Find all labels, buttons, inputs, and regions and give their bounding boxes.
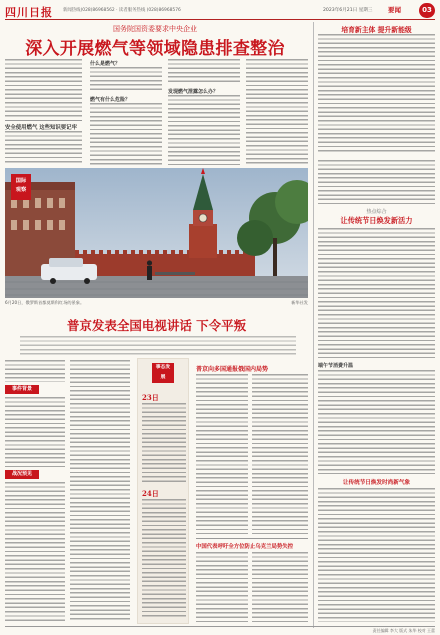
bottom-col1-text [5,360,65,382]
label-background: 事件背景 [5,385,39,394]
paper-logo: 四川日报 [5,6,53,19]
top-col2-text [90,67,162,93]
sidebar-divider [5,120,82,121]
mid-story-text-a [196,374,248,534]
bottom-headline: 普京发表全国电视讲话 下令平叛 [66,318,247,333]
right-text-4 [318,370,435,474]
mid-story2-text-a [196,552,248,622]
bottom-col1-text2 [5,397,65,467]
top-col1-text [5,59,82,119]
photo-tag-line2: 观察 [15,187,27,193]
section-name: 要闻 [388,6,401,14]
top-col1-text2 [5,131,82,165]
photo-caption: 6月20日，俄罗斯首都莫斯科红场的景象。 [5,300,85,305]
right-text-2 [318,160,435,204]
mid-story-headline-2: 中国代表呼吁全方位防止乌克兰局势失控 [196,544,294,550]
top-col3-text2 [168,95,240,165]
timeline-date-1: 23日 [142,393,159,402]
mid-story-divider [196,538,308,539]
label-outlook: 战况预见 [5,470,39,479]
header-date: 2023年6月21日 星期三 [323,8,373,13]
timeline-text-2 [142,499,186,619]
timeline-date-2: 24日 [142,489,159,498]
timeline-text-1 [142,403,186,483]
timeline-sidebar [137,358,189,624]
bottom-col1-text3 [5,482,65,622]
right-text-3 [318,228,435,358]
photo-credit: 新华社发 [291,300,308,305]
subhead-q1: 什么是燃气？ [90,61,121,67]
right-headline-2: 让传统节日焕发时尚新气象 [342,480,411,486]
right-text-5 [318,488,435,622]
right-kicker: 培育新主体 提升新能级 [341,26,412,34]
story-kicker: 国务院国资委要求中央企业 [113,25,197,33]
red-square-illustration [5,168,308,298]
masthead [5,4,435,18]
right-col-divider [313,22,314,628]
header-info: 新闻热线(028)86968562 · 读者服务热线 (028)86968576 [63,8,181,13]
right-text-1 [318,34,435,154]
timeline-tag: 事态发展 [152,363,174,383]
mid-story2-text-b [252,552,308,622]
subhead-q2: 燃气有什么危险？ [90,97,131,103]
footer-editors: 责任编辑 李大 版式 朱华 校对 王蕾 [372,628,435,633]
news-photo [5,168,308,298]
story-headline: 深入开展燃气等领域隐患排查整治 [25,39,285,59]
page-number: 03 [419,3,435,18]
photo-tag [11,174,31,200]
right-tag: 热点综合 [366,209,387,215]
footer-rule [5,626,435,627]
top-col3-text [168,59,240,85]
header-rule [5,19,435,20]
right-subhead: 端午节消费升温 [318,363,354,369]
top-col2-text2 [90,103,162,165]
mid-story-text-b [252,374,308,534]
bottom-lead-text [20,336,296,356]
top-col4-text [246,59,308,165]
photo-tag-line1: 国际 [15,178,27,184]
bottom-col2-text [70,360,130,622]
right-headline-1: 让传统节日焕发新活力 [340,216,413,225]
subhead-q3: 发现燃气泄露怎么办？ [168,89,219,95]
sidebar-title: 安全使用燃气 这些知识要记牢 [5,125,77,131]
mid-story-headline: 普京向多国通报俄国内局势 [196,366,269,373]
